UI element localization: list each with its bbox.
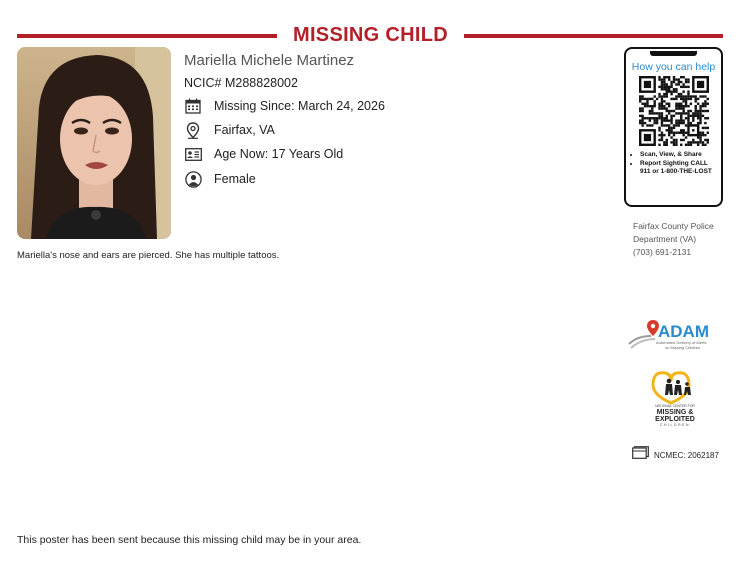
header-rule-right (464, 34, 723, 38)
phone-notch (650, 51, 697, 56)
age-now: Age Now: 17 Years Old (214, 147, 344, 161)
age-row (184, 145, 343, 163)
help-title: How you can help (631, 61, 716, 73)
missing-since: Missing Since: March 24, 2026 (214, 99, 385, 113)
calendar-icon (184, 97, 202, 115)
child-photo (17, 47, 171, 239)
gender-row (184, 170, 256, 188)
help-list (630, 151, 720, 177)
gender: Female (214, 172, 256, 186)
adam-tagline-2: on Missing Children (665, 345, 701, 350)
ncic-number: NCIC# M288828002 (184, 76, 298, 90)
how-you-can-help-panel (624, 47, 723, 207)
adam-wordmark: ADAM (658, 322, 709, 341)
agency-name-line2: Department (VA) (633, 234, 697, 244)
physical-description: Mariella's nose and ears are pierced. She has multiple tattoos. (17, 250, 280, 261)
child-name: Mariella Michele Martinez (184, 52, 355, 69)
header-rule-left (17, 34, 277, 38)
help-item: • Report Sighting CALL 911 or 1-800-THE-LOST (640, 160, 720, 177)
location-row (184, 121, 275, 139)
agency-phone: (703) 691-2131 (633, 247, 692, 257)
ncmec-line4: CHILDREN (659, 423, 691, 427)
missing-since-row (184, 97, 385, 115)
id-card-icon (184, 145, 202, 163)
ncmec-line2: MISSING & (656, 409, 694, 416)
ncmec-id: NCMEC: 2062187 (654, 450, 719, 460)
help-item: • Scan, View, & Share (640, 151, 720, 160)
location-pin-icon (184, 121, 202, 139)
ncmec-line3: EXPLOITED (655, 416, 695, 423)
ncmec-case-id (632, 446, 719, 464)
ncmec-logo (645, 369, 705, 429)
agency-name-line1: Fairfax County Police (633, 221, 714, 231)
poster-title: MISSING CHILD (292, 24, 448, 46)
adam-tagline-1: Automated Delivery of Alerts (656, 340, 707, 345)
adam-logo (627, 318, 723, 354)
ncmec-line1: NATIONAL CENTER FOR (655, 404, 695, 408)
person-icon (184, 170, 202, 188)
footer-note: This poster has been sent because this missing child may be in your area. (17, 534, 362, 546)
agency-info (633, 220, 733, 259)
case-file-icon (632, 446, 649, 464)
location: Fairfax, VA (214, 123, 275, 137)
qr-code[interactable] (639, 76, 709, 146)
